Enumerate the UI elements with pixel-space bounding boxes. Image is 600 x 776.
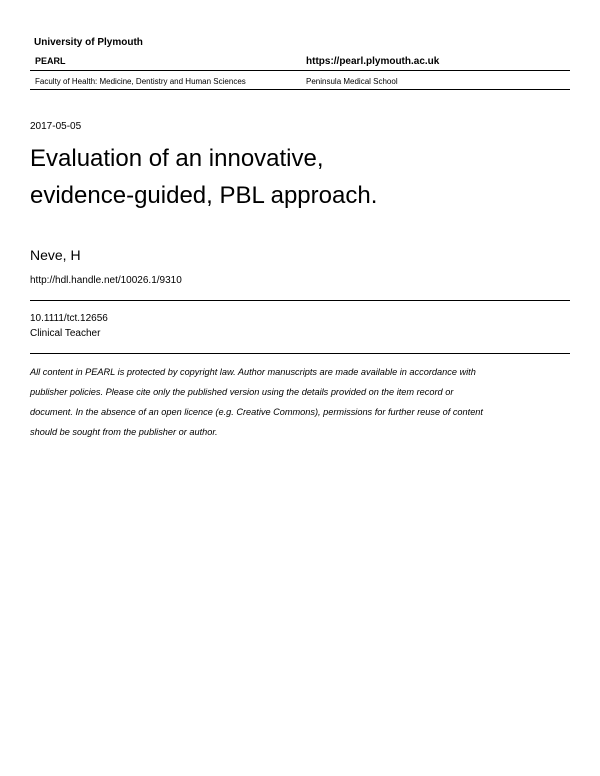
publication-date: 2017-05-05 [30,121,82,132]
repository-name: PEARL [35,56,66,66]
notice-divider [30,353,570,354]
doi-text: 10.1111/tct.12656 [30,313,108,324]
record-divider [30,300,570,301]
repository-url-link[interactable]: https://pearl.plymouth.ac.uk [306,56,440,67]
faculty-name: Faculty of Health: Medicine, Dentistry and Human Sciences [35,77,246,86]
document-title [30,140,570,214]
notice-line: document. In the absence of an open licence (e.g. Creative Commons), permissions for further reuse of content [30,407,483,417]
copyright-notice [30,362,575,442]
title-line: evidence-guided, PBL approach. [30,182,378,209]
journal-name: Clinical Teacher [30,328,101,339]
institution-name: University of Plymouth [34,37,143,48]
title-line: Evaluation of an innovative, [30,145,324,172]
notice-line: publisher policies. Please cite only the published version using the details provided on the item record or [30,387,454,397]
author-name: Neve, H [30,247,81,263]
faculty-divider [30,89,570,90]
repository-row [30,54,570,70]
notice-line: All content in PEARL is protected by copyright law. Author manuscripts are made available in accordance with [30,367,476,377]
handle-link[interactable]: http://hdl.handle.net/10026.1/9310 [30,275,182,286]
notice-line: should be sought from the publisher or author. [30,427,218,437]
school-name: Peninsula Medical School [306,77,398,86]
header-divider [30,70,570,71]
